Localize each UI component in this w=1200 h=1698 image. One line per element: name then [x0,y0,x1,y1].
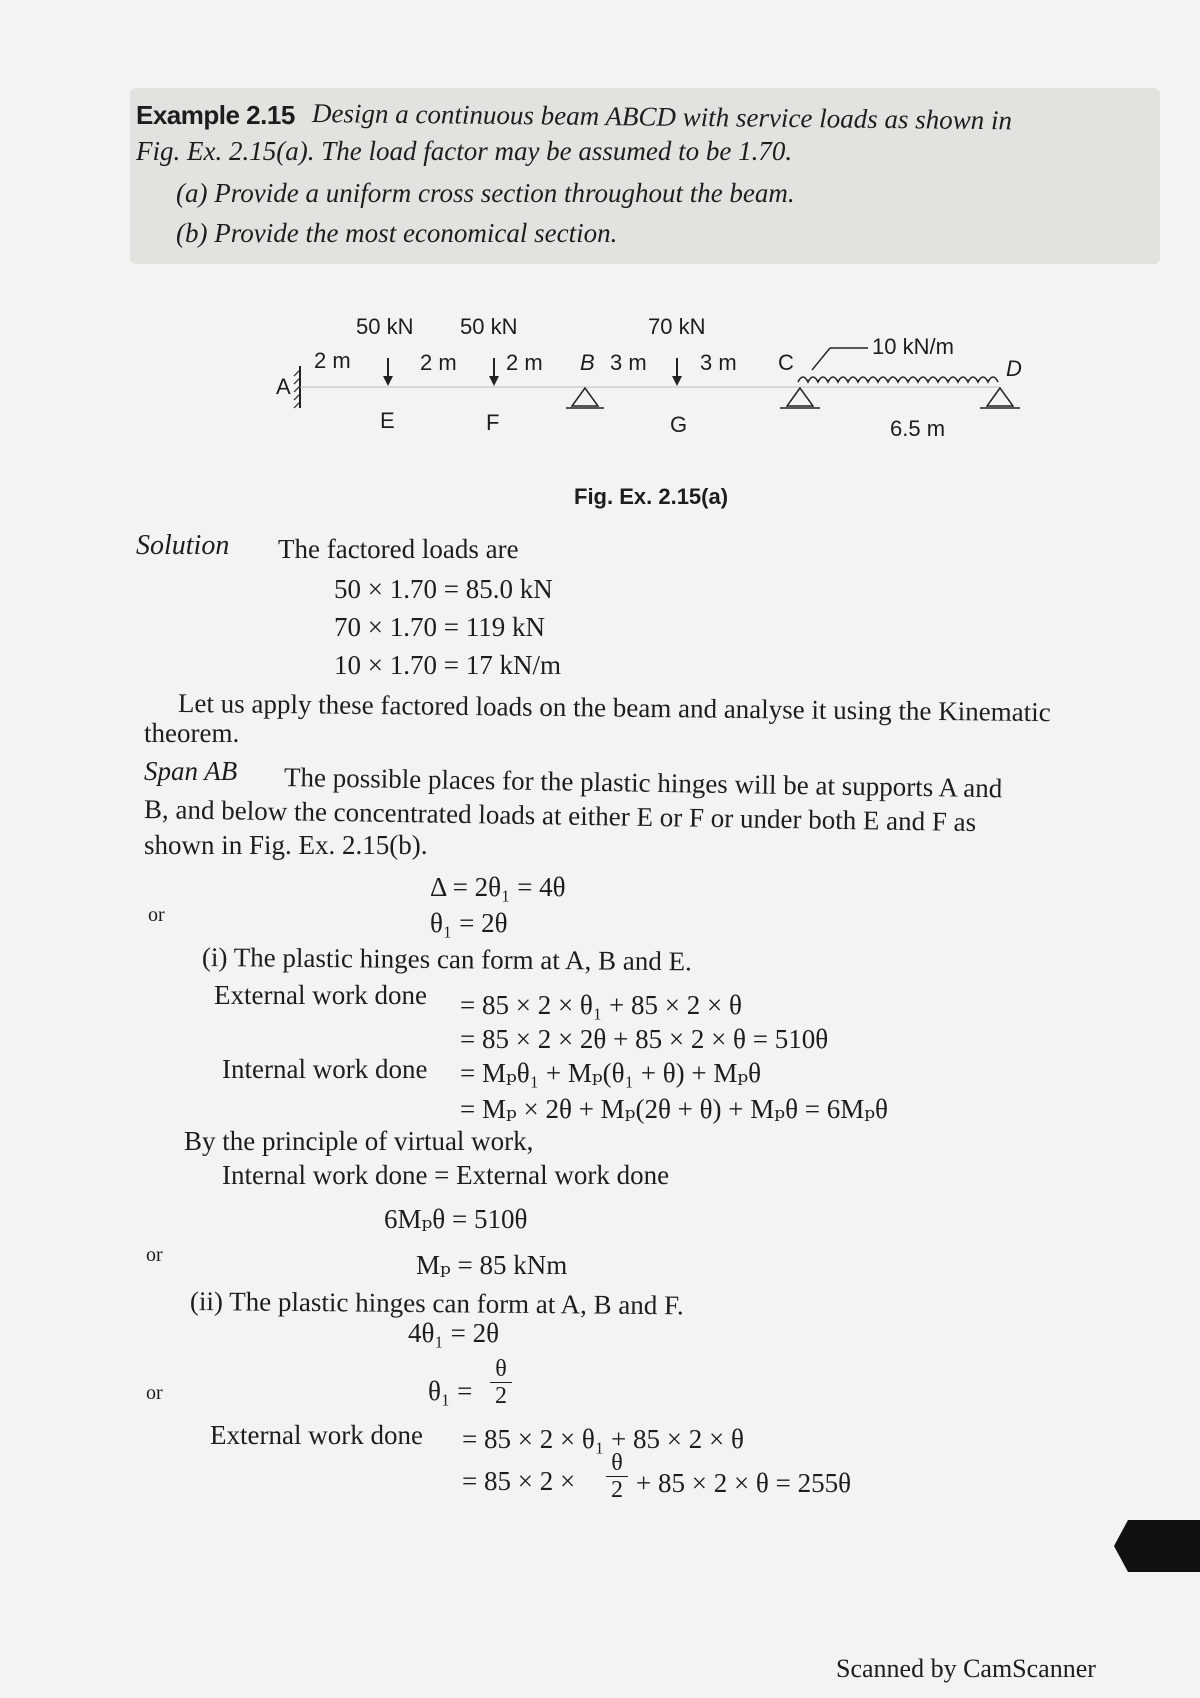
or-2: or [146,1244,163,1266]
point-label-f: F [486,410,500,435]
point-label-c: C [778,350,794,375]
scanner-watermark: Scanned by CamScanner [836,1654,1096,1683]
frac-den-b: 2 [611,1477,623,1503]
dim-bg: 3 m [610,350,647,375]
example-label: Example 2.15 [136,100,295,130]
case-i-ext-eq2: = 85 × 2 × 2θ + 85 × 2 × θ = 510θ [460,1024,829,1054]
udl-label: 10 kN/m [872,334,954,359]
load-eq-3: 10 × 1.70 = 17 kN/m [334,650,561,680]
or-1: or [148,904,165,926]
frac-theta-over-2 [490,1356,512,1409]
case-i-int-eq1: = Mₚθ₁ + Mₚ(θ₁ + θ) + Mₚθ [460,1058,762,1088]
frac-num-b: θ [606,1450,628,1477]
example-line2: Fig. Ex. 2.15(a). The load factor may be assumed to be 1.70. [136,136,793,166]
case-i-eq-a: 6Mₚθ = 510θ [384,1204,528,1234]
support-b [566,388,604,408]
span-ab-label: Span AB [144,756,238,786]
work-equality: Internal work done = External work done [222,1160,670,1190]
load-arrow-f [489,358,499,386]
case-ii-ext-eq2-pre: = 85 × 2 × [462,1466,576,1496]
load-arrow-g [672,358,682,386]
load-label-2: 50 kN [460,314,518,339]
solution-label: Solution [136,530,230,561]
load-label-1: 50 kN [356,314,414,339]
case-i-int-eq2: = Mₚ × 2θ + Mₚ(2θ + θ) + Mₚθ = 6Mₚθ [460,1094,888,1124]
eq-delta: Δ = 2θ₁ = 4θ [430,872,566,902]
example-part-b: (b) Provide the most economical section. [176,218,618,248]
case-ii-eq-b-lhs: θ₁ = [428,1376,473,1406]
dim-fb: 2 m [506,350,543,375]
case-ii-eq-a: 4θ₁ = 2θ [408,1318,500,1348]
case-i-eq-b: Mₚ = 85 kNm [416,1250,568,1280]
udl-symbol [798,377,998,382]
case-i-int-label: Internal work done [222,1054,428,1084]
virtual-work-line: By the principle of virtual work, [184,1126,534,1156]
span-ab-line1: The possible places for the plastic hinges will be at supports A and [283,762,1003,804]
frac-den: 2 [495,1383,507,1409]
span-ab-line2: B, and below the concentrated loads at either E or F or under both E and F as [143,794,977,838]
example-line1: Design a continuous beam ABCD with service loads as shown in [311,98,1013,136]
dim-gc: 3 m [700,350,737,375]
case-i-heading: (i) The plastic hinges can form at A, B and E. [201,942,693,977]
solution-intro: The factored loads are [278,534,519,564]
load-eq-2: 70 × 1.70 = 119 kN [334,612,545,642]
point-label-b: B [580,350,595,375]
case-i-ext-eq1: = 85 × 2 × θ₁ + 85 × 2 × θ [460,990,742,1020]
frac-num: θ [490,1356,512,1383]
case-ii-ext-label: External work done [210,1420,423,1450]
frac-theta-over-2-b [606,1450,628,1503]
or-3: or [146,1382,163,1404]
load-arrow-e [383,358,393,386]
load-label-3: 70 kN [648,314,706,339]
point-label-d: D [1006,356,1022,381]
dim-ae: 2 m [314,348,351,373]
point-label-g: G [670,412,688,437]
point-label-e: E [380,408,395,433]
apply-line-1: Let us apply these factored loads on the beam and analyse it using the Kinematic [177,688,1051,728]
support-c [780,388,820,408]
case-ii-heading: (ii) The plastic hinges can form at A, B and F. [189,1286,684,1321]
udl-leader-diag [812,348,830,370]
dim-ef: 2 m [420,350,457,375]
case-ii-ext-eq2-post: + 85 × 2 × θ = 255θ [636,1468,852,1498]
load-eq-1: 50 × 1.70 = 85.0 kN [334,574,553,604]
support-d [980,388,1020,408]
case-ii-ext-eq1: = 85 × 2 × θ₁ + 85 × 2 × θ [462,1424,744,1454]
dim-cd: 6.5 m [890,416,946,441]
example-part-a: (a) Provide a uniform cross section throughout the beam. [176,178,795,208]
apply-line-2: theorem. [144,718,240,748]
page-edge-marker [1128,1520,1200,1572]
case-i-ext-label: External work done [214,980,427,1010]
beam-figure [270,310,1040,450]
span-ab-line3: shown in Fig. Ex. 2.15(b). [144,830,428,860]
eq-theta1: θ₁ = 2θ [430,908,508,938]
figure-caption: Fig. Ex. 2.15(a) [574,484,729,509]
point-label-a: A [276,374,291,399]
